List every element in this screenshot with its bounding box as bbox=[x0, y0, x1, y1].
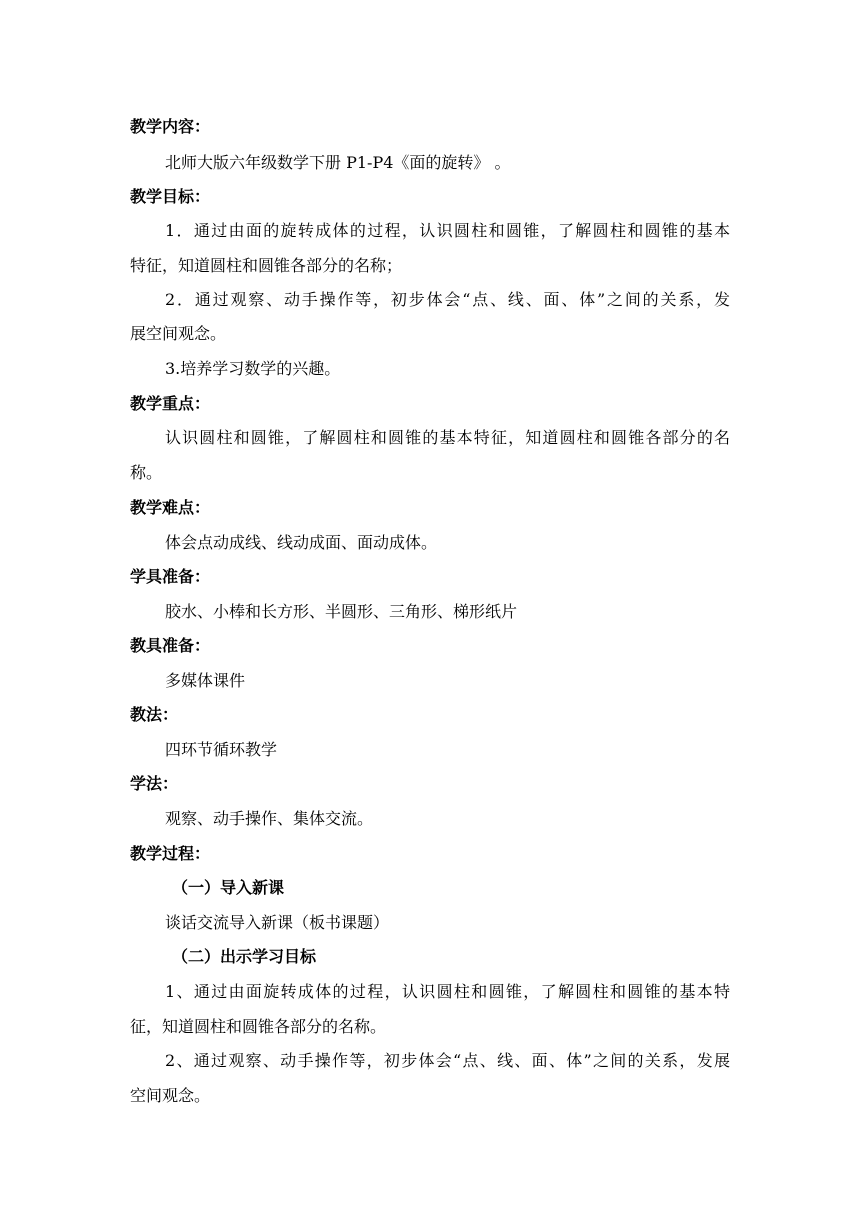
difficulties-heading: 教学难点： bbox=[130, 498, 211, 517]
teaching-goal-1-line-1: 1．通过由面的旋转成体的过程，认识圆柱和圆锥，了解圆柱和圆锥的基本 bbox=[165, 221, 730, 240]
learning-method-heading: 学法： bbox=[130, 774, 179, 793]
student-materials-heading: 学具准备： bbox=[130, 567, 211, 586]
student-materials-text: 胶水、小棒和长方形、半圆形、三角形、梯形纸片 bbox=[165, 602, 518, 621]
teaching-goal-2-line-2: 展空间观念。 bbox=[130, 324, 227, 343]
teaching-content-heading: 教学内容： bbox=[130, 117, 211, 136]
teaching-goal-3: 3.培养学习数学的兴趣。 bbox=[165, 359, 341, 378]
teacher-materials-heading: 教具准备： bbox=[130, 636, 211, 655]
learning-method-text: 观察、动手操作、集体交流。 bbox=[165, 809, 374, 828]
teaching-goal-2-line-1: 2．通过观察、动手操作等，初步体会“点、线、面、体”之间的关系，发 bbox=[165, 290, 730, 309]
process-step-1-heading: （一）导入新课 bbox=[172, 878, 285, 897]
teaching-method-heading: 教法： bbox=[130, 705, 179, 724]
process-goal-2-line-2: 空间观念。 bbox=[130, 1086, 211, 1105]
process-goal-1-line-2: 征，知道圆柱和圆锥各部分的名称。 bbox=[130, 1017, 387, 1036]
teaching-goal-1-line-2: 特征，知道圆柱和圆锥各部分的名称； bbox=[130, 256, 403, 275]
teacher-materials-text: 多媒体课件 bbox=[165, 671, 246, 690]
difficulties-text: 体会点动成线、线动成面、面动成体。 bbox=[165, 533, 438, 552]
process-step-2-heading: （二）出示学习目标 bbox=[172, 947, 317, 966]
process-step-1-text: 谈话交流导入新课（板书课题） bbox=[165, 913, 390, 932]
teaching-goals-heading: 教学目标： bbox=[130, 187, 211, 206]
teaching-method-text: 四环节循环教学 bbox=[165, 740, 278, 759]
teaching-content-text: 北师大版六年级数学下册 P1-P4《面的旋转》 。 bbox=[165, 153, 511, 172]
key-points-line-1: 认识圆柱和圆锥，了解圆柱和圆锥的基本特征，知道圆柱和圆锥各部分的名 bbox=[165, 428, 730, 447]
process-goal-1-line-1: 1、通过由面旋转成体的过程，认识圆柱和圆锥，了解圆柱和圆锥的基本特 bbox=[165, 982, 730, 1001]
process-goal-2-line-1: 2、通过观察、动手操作等，初步体会“点、线、面、体”之间的关系，发展 bbox=[165, 1051, 730, 1070]
key-points-line-2: 称。 bbox=[130, 463, 163, 482]
process-heading: 教学过程： bbox=[130, 844, 211, 863]
key-points-heading: 教学重点： bbox=[130, 394, 211, 413]
